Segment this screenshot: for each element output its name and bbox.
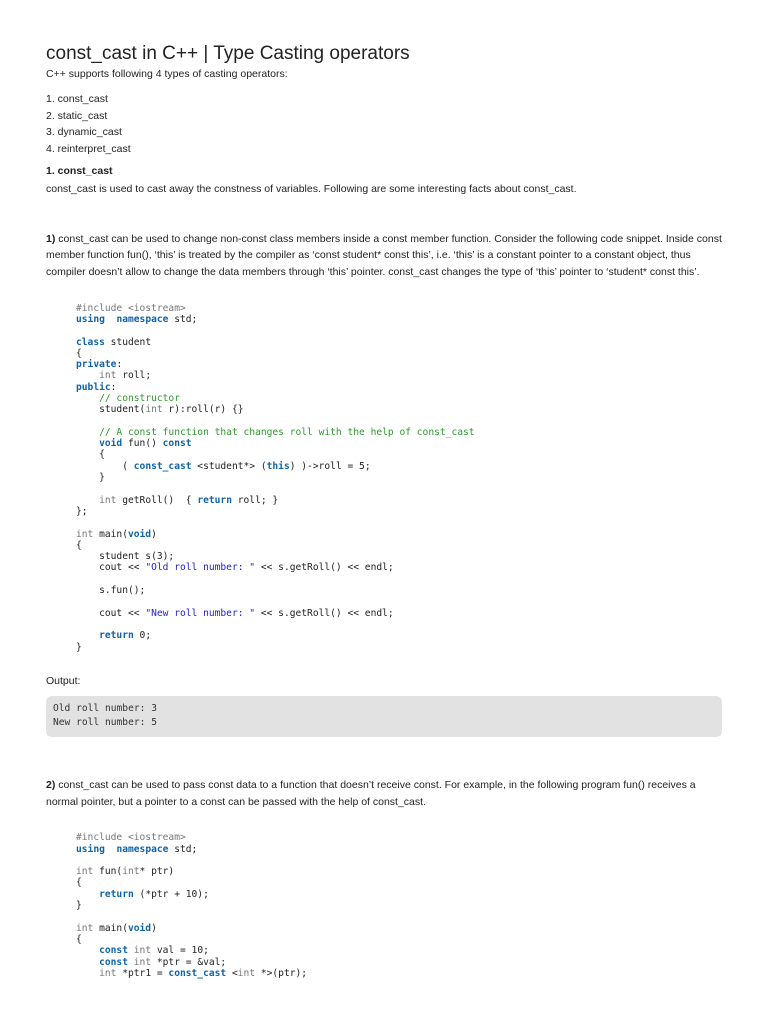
code-line: const int *ptr = &val; (99, 956, 227, 968)
list-item: 4. reinterpret_cast (46, 143, 131, 156)
intro-text: C++ supports following 4 types of casting operators: (46, 68, 288, 80)
code-line: class student (76, 336, 152, 348)
code-line: cout << "Old roll number: " << s.getRoll() << endl; (76, 562, 394, 574)
output-line: New roll number: 5 (53, 717, 157, 729)
point-number: 2) (46, 778, 56, 791)
code-line: int main(void) (76, 922, 157, 934)
code-line: private: (76, 359, 123, 371)
output-box (46, 696, 722, 737)
code-line: }; (76, 505, 88, 517)
code-line: } (76, 641, 82, 653)
code-line: const int val = 10; (99, 945, 209, 957)
code-line: using namespace std; (76, 843, 198, 855)
code-line: using namespace std; (76, 313, 198, 325)
code-line: } (76, 472, 105, 484)
point-text: const_cast can be used to change non-const class members inside a const member function. Consider the following code snippet. Inside const member function fun(), ‘this’ is treated by the compiler as ‘const student* const this’, i.e. ‘this’ is a constant pointer to a constant object, thus compiler doesn’t allow to change the data members through ‘this’ pointer. const_cast changes the type of ‘this’ pointer to ‘student* const this’. (46, 232, 722, 278)
code-line (76, 483, 722, 494)
list-item: 1. const_cast (46, 93, 108, 105)
code-line: student(int r):roll(r) {} (76, 404, 244, 416)
output-label: Output: (46, 674, 81, 687)
code-line: void fun() const (99, 438, 192, 450)
article (46, 42, 722, 979)
code-line: { (76, 347, 82, 359)
code-line (76, 416, 722, 427)
point-text: const_cast can be used to pass const data to a function that doesn’t receive const. For example, in the following program fun() receives a normal pointer, but a pointer to a const can be passed with the help of const_cast. (46, 778, 696, 808)
code-block-2 (46, 832, 722, 979)
code-line: // constructor (99, 393, 180, 404)
output-line: Old roll number: 3 (53, 702, 157, 714)
code-line: int *ptr1 = const_cast <int *>(ptr); (99, 967, 308, 979)
section-description: const_cast is used to cast away the constness of variables. Following are some interesting facts about const_cast. (46, 182, 577, 195)
code-line: int main(void) (76, 528, 157, 540)
code-line: int fun(int* ptr) (76, 866, 175, 878)
code-line (76, 574, 722, 585)
code-line (76, 596, 722, 607)
code-line (76, 911, 722, 922)
operators-list (46, 91, 722, 158)
code-line (76, 325, 722, 336)
code-line: cout << "New roll number: " << s.getRoll() << endl; (76, 607, 394, 619)
point-2-paragraph (46, 777, 722, 810)
code-line: return 0; (99, 630, 152, 642)
code-line (76, 855, 722, 866)
code-line: { (76, 539, 82, 551)
point-number: 1) (46, 232, 56, 245)
point-1-paragraph (46, 231, 722, 281)
code-line: public: (76, 381, 117, 393)
list-item: 3. dynamic_cast (46, 126, 122, 139)
code-line: int roll; (99, 370, 152, 382)
page-title: const_cast in C++ | Type Casting operators (46, 43, 410, 64)
code-line: { (76, 877, 82, 889)
code-line: #include <iostream> (76, 302, 186, 314)
code-line: { (76, 449, 105, 461)
code-line: s.fun(); (76, 585, 146, 597)
code-line: student s(3); (76, 551, 175, 563)
code-line: ( const_cast <student*> (this) )->roll = 5; (76, 460, 371, 472)
code-line: int getRoll() { return roll; } (99, 494, 279, 506)
section-heading: 1. const_cast (46, 164, 113, 177)
code-line (76, 517, 722, 528)
code-line: // A const function that changes roll with the help of const_cast (99, 426, 475, 438)
list-item: 2. static_cast (46, 109, 108, 122)
code-line: #include <iostream> (76, 832, 186, 844)
code-block-1 (46, 303, 722, 653)
code-line: return (*ptr + 10); (99, 888, 209, 900)
code-line: { (76, 933, 82, 945)
code-line (76, 619, 722, 630)
code-line: } (76, 900, 82, 912)
